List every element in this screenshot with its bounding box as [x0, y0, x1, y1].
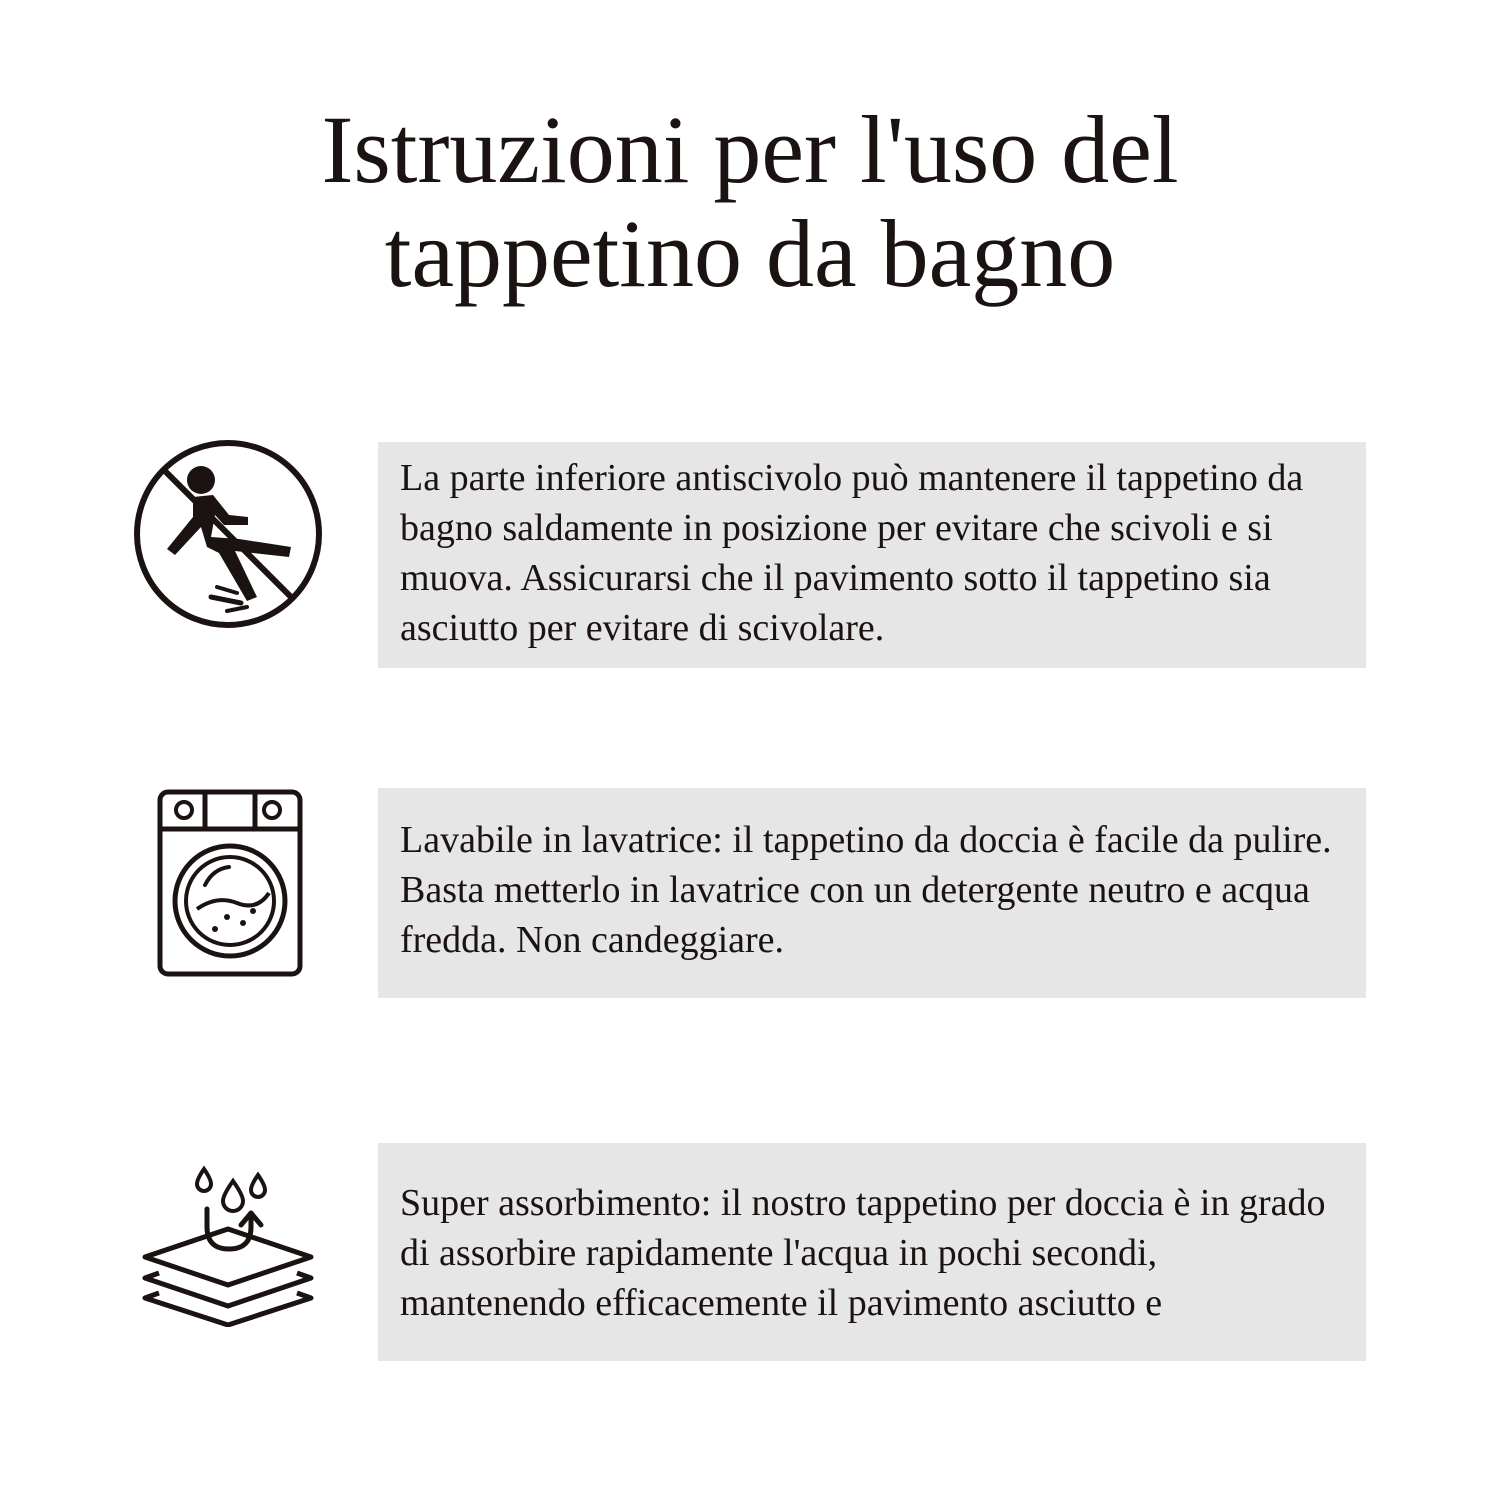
- anti-slip-description-box: [378, 442, 1366, 668]
- washable-description: Lavabile in lavatrice: il tappetino da doccia è facile da pulire. Basta metterlo in lavatrice con un detergente neutro e acqua fredda. Non candeggiare.: [400, 819, 1332, 961]
- absorption-description: Super assorbimento: il nostro tappetino per doccia è in grado di assorbire rapidamente l'acqua in pochi secondi, mantenendo efficacemente il pavimento asciutto e: [400, 1182, 1326, 1324]
- washable-description-box: [378, 788, 1366, 998]
- washing-machine-icon: [157, 789, 303, 977]
- absorption-layers-icon: [141, 1165, 315, 1327]
- page-title: [0, 98, 1500, 306]
- page-title-line-2: tappetino da bagno: [384, 200, 1116, 307]
- page-title-line-1: Istruzioni per l'uso del: [321, 96, 1179, 203]
- anti-slip-description: La parte inferiore antiscivolo può mantenere il tappetino da bagno saldamente in posizione per evitare che scivoli e si muova. Assicurarsi che il pavimento sotto il tappetino sia asciutto per evitare di scivolare.: [400, 457, 1304, 649]
- no-slip-icon: [131, 437, 325, 631]
- absorption-description-box: [378, 1143, 1366, 1361]
